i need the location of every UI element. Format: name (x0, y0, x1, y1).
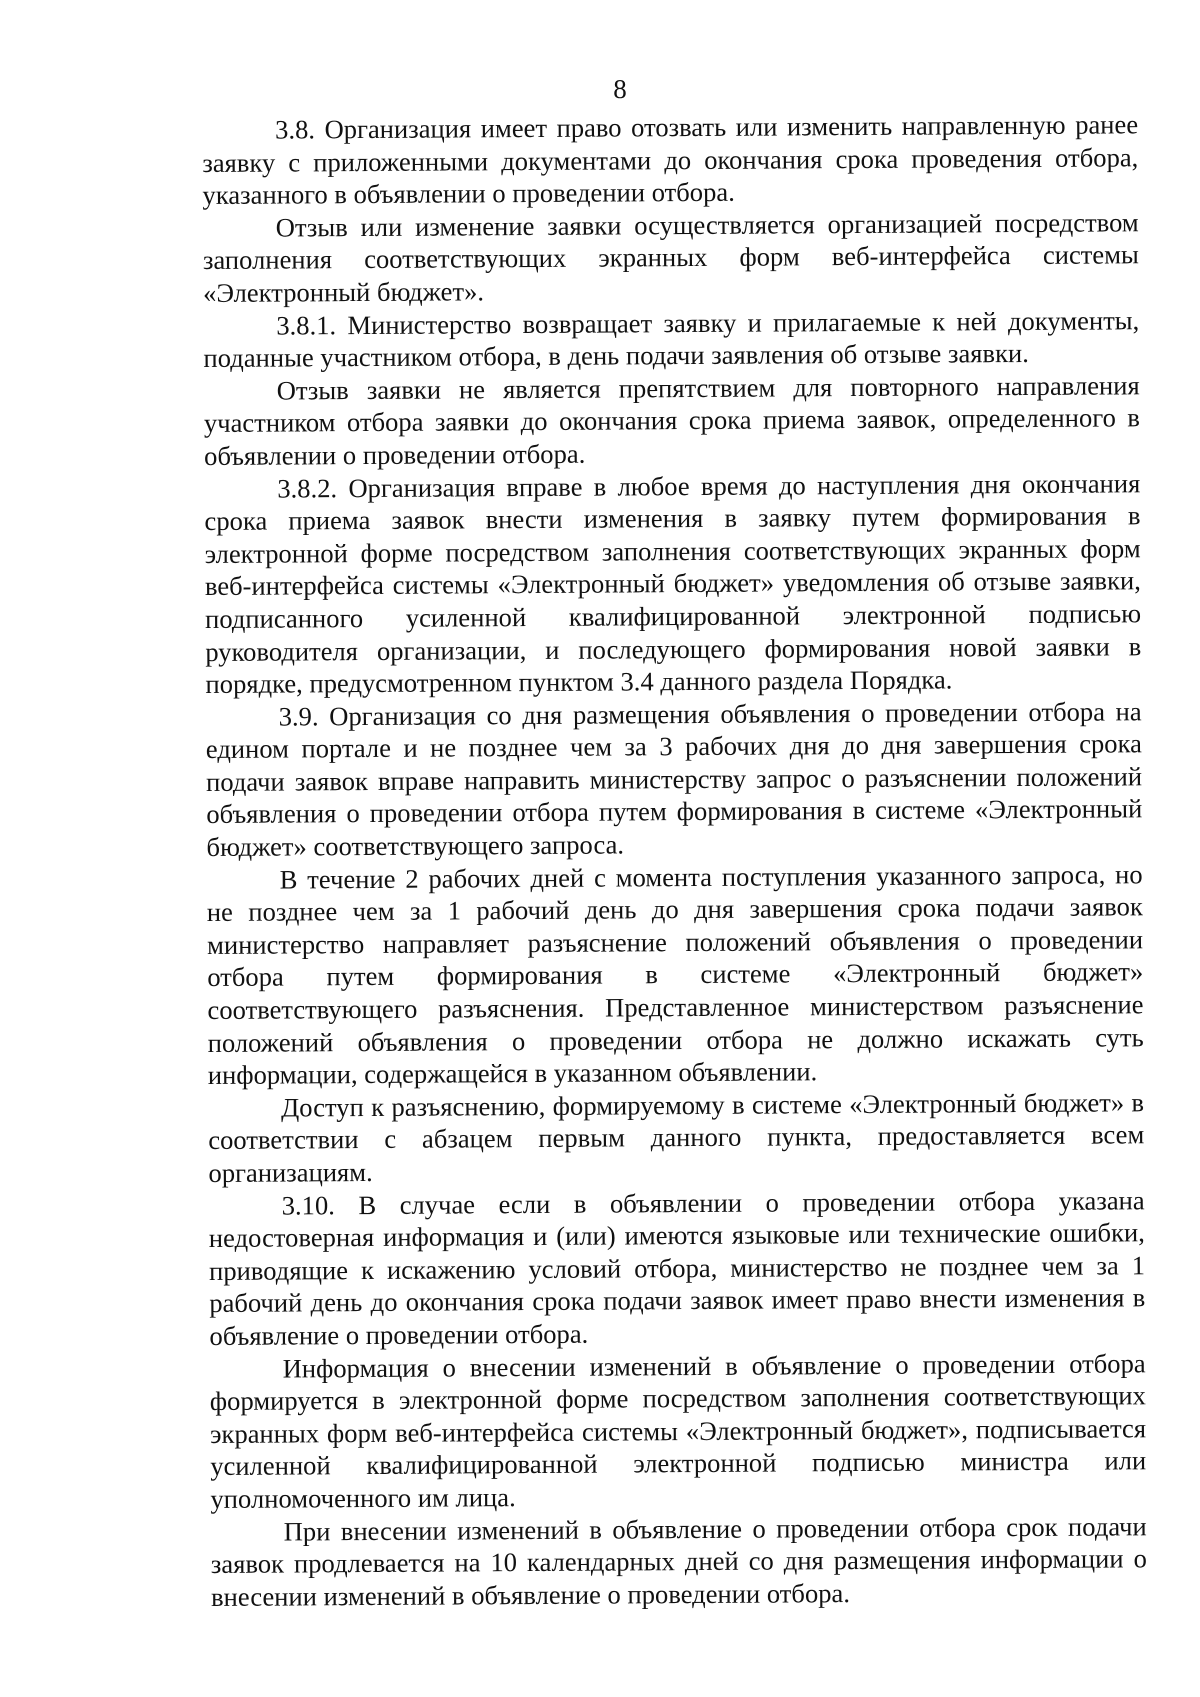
paragraph-3-8-2: 3.8.2. Организация вправе в любое время до наступления дня окончания срока приема заявок внести изменения в заявку путем формирования в электронной форме посредством заполнения соответствующих экранных форм веб-интерфейса системы «Электронный бюджет» уведомления об отзыве заявки, подписанного усиленной квалифицированной электронной подписью руководителя организации, и последующего формирования новой заявки в порядке, предусмотренном пунктом 3.4 данного раздела Порядка. (204, 467, 1142, 700)
document-body (202, 108, 1147, 1613)
paragraph-clarification-timing: В течение 2 рабочих дней с момента поступления указанного запроса, но не позднее чем за 1 рабочий день до дня завершения срока подачи заявок министерство направляет разъяснение положений объявления о проведении отбора путем формирования в системе «Электронный бюджет» соответствующего разъяснения. Представленное министерством разъяснение положений объявления о проведении отбора не должно искажать суть информации, содержащейся в указанном объявлении. (206, 858, 1144, 1091)
paragraph-3-9: 3.9. Организация со дня размещения объявления о проведении отбора на едином портале и не позднее чем за 3 рабочих дня до дня завершения срока подачи заявок вправе направить министерству запрос о разъяснении положений объявления о проведении отбора путем формирования в системе «Электронный бюджет» соответствующего запроса. (205, 695, 1143, 863)
paragraph-clarification-access: Доступ к разъяснению, формируемому в системе «Электронный бюджет» в соответствии с абзацем первым данного пункта, предоставляется всем организациям. (208, 1087, 1145, 1188)
page-number: 8 (613, 74, 627, 104)
paragraph-3-8: 3.8. Организация имеет право отозвать или изменить направленную ранее заявку с приложенными документами до окончания срока проведения отбора, указанного в объявлении о проведении отбора. (202, 109, 1139, 211)
paragraph-withdrawal-procedure: Отзыв или изменение заявки осуществляется организацией посредством заполнения соответствующих экранных форм веб-интерфейса системы «Электронный бюджет». (202, 207, 1139, 308)
paragraph-changes-information: Информация о внесении изменений в объявление о проведении отбора формируется в электронной форме посредством заполнения соответствующих экранных форм веб-интерфейса системы «Электронный бюджет», подписывается усиленной квалифицированной электронной подписью министра или уполномоченного им лица. (209, 1347, 1147, 1514)
paragraph-3-8-1: 3.8.1. Министерство возвращает заявку и прилагаемые к ней документы, поданные участником отбора, в день подачи заявления об отзыве заявки. (203, 304, 1140, 374)
paragraph-3-10: 3.10. В случае если в объявлении о проведении отбора указана недостоверная информация и (или) имеются языковые или технические ошибки, приводящие к искажению условий отбора, министерство не позднее чем за 1 рабочий день до окончания срока подачи заявок имеет право внести изменения в объявление о проведении отбора. (208, 1184, 1146, 1351)
paragraph-deadline-extension: При внесении изменений в объявление о проведении отбора срок подачи заявок продлевается на 10 календарных дней со дня размещения информации о внесении изменений в объявление о проведении отбора. (210, 1510, 1147, 1612)
paragraph-withdrawal-no-obstacle: Отзыв заявки не является препятствием для повторного направления участником отбора заявки до окончания срока приема заявок, определенного в объявлении о проведении отбора. (203, 370, 1140, 471)
